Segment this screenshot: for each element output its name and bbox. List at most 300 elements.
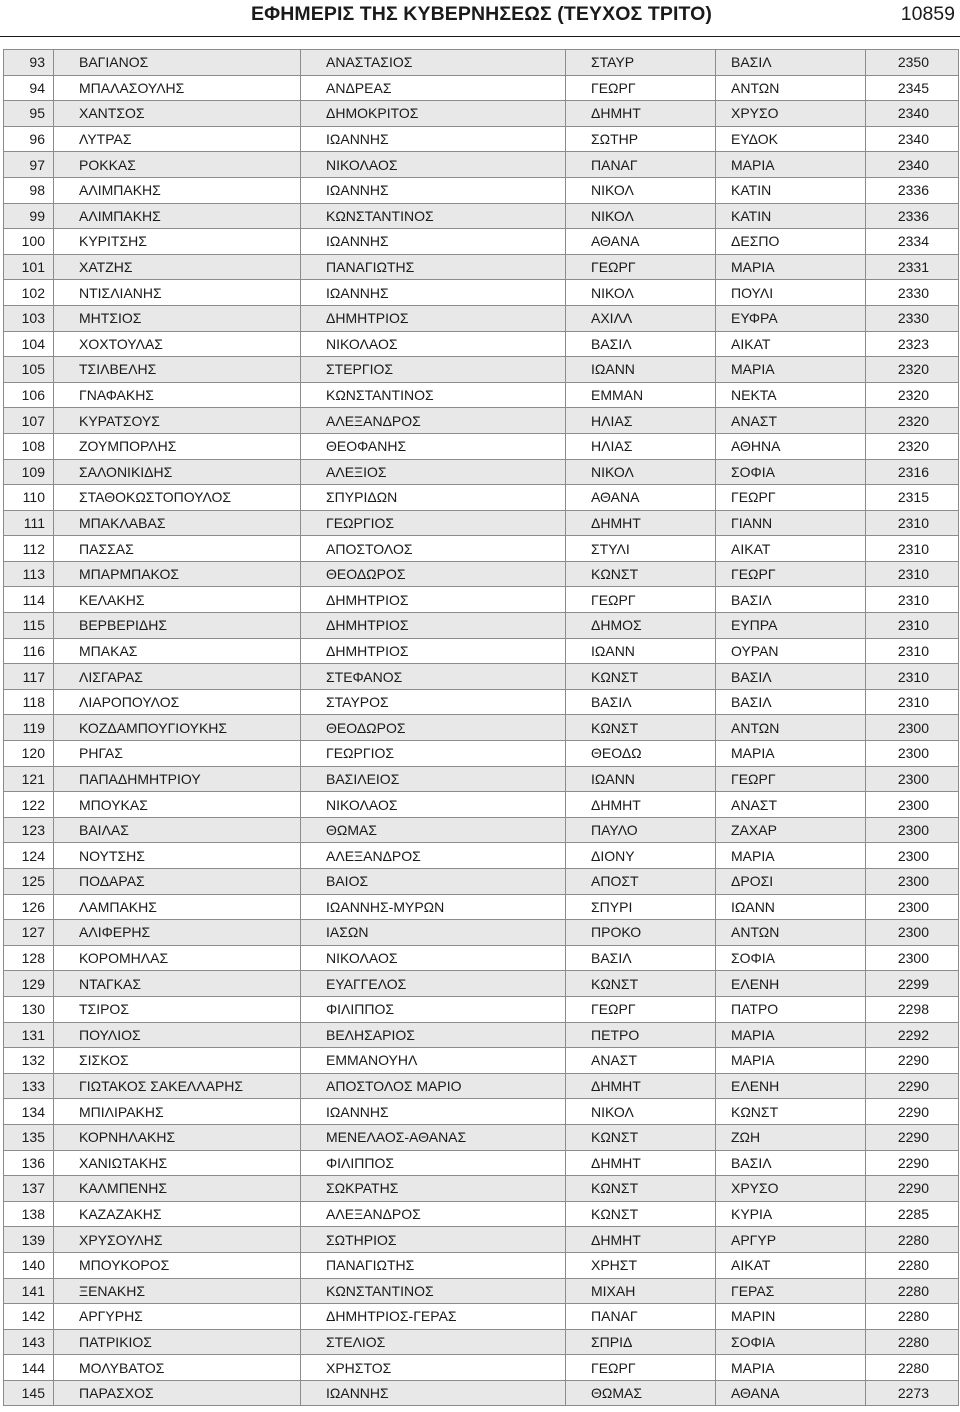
row-number: 109 <box>4 459 54 485</box>
points-cell: 2285 <box>866 1201 959 1227</box>
first-name-cell: ΒΑΣΙΛΕΙΟΣ <box>301 766 566 792</box>
points-cell: 2310 <box>866 561 959 587</box>
surname-cell: ΜΟΛΥΒΑΤΟΣ <box>54 1355 301 1381</box>
father-name-cell: ΘΩΜΑΣ <box>566 1380 716 1406</box>
row-number: 124 <box>4 843 54 869</box>
table-row <box>4 996 959 1022</box>
first-name-cell: ΦΙΛΙΠΠΟΣ <box>301 1150 566 1176</box>
points-cell: 2330 <box>866 305 959 331</box>
points-cell: 2300 <box>866 894 959 920</box>
first-name-cell: ΝΙΚΟΛΑΟΣ <box>301 152 566 178</box>
surname-cell: ΜΗΤΣΙΟΣ <box>54 305 301 331</box>
first-name-cell: ΦΙΛΙΠΠΟΣ <box>301 996 566 1022</box>
table-row <box>4 869 959 895</box>
first-name-cell: ΓΕΩΡΓΙΟΣ <box>301 741 566 767</box>
first-name-cell: ΑΠΟΣΤΟΛΟΣ ΜΑΡΙΟ <box>301 1073 566 1099</box>
first-name-cell: ΙΩΑΝΝΗΣ <box>301 1380 566 1406</box>
surname-cell: ΜΠΟΥΚΑΣ <box>54 792 301 818</box>
points-cell: 2316 <box>866 459 959 485</box>
table-row <box>4 459 959 485</box>
mother-name-cell: ΑΡΓΥΡ <box>716 1227 866 1253</box>
points-cell: 2340 <box>866 101 959 127</box>
first-name-cell: ΔΗΜΗΤΡΙΟΣ <box>301 638 566 664</box>
first-name-cell: ΕΥΑΓΓΕΛΟΣ <box>301 971 566 997</box>
father-name-cell: ΑΘΑΝΑ <box>566 485 716 511</box>
row-number: 134 <box>4 1099 54 1125</box>
mother-name-cell: ΚΑΤΙΝ <box>716 203 866 229</box>
first-name-cell: ΙΩΑΝΝΗΣ-ΜΥΡΩΝ <box>301 894 566 920</box>
surname-cell: ΜΠΟΥΚΟΡΟΣ <box>54 1252 301 1278</box>
points-cell: 2292 <box>866 1022 959 1048</box>
table-row <box>4 485 959 511</box>
table-row <box>4 510 959 536</box>
table-row <box>4 613 959 639</box>
points-cell: 2310 <box>866 638 959 664</box>
father-name-cell: ΓΕΩΡΓ <box>566 996 716 1022</box>
first-name-cell: ΣΤΕΛΙΟΣ <box>301 1329 566 1355</box>
father-name-cell: ΔΗΜΗΤ <box>566 1073 716 1099</box>
row-number: 132 <box>4 1048 54 1074</box>
mother-name-cell: ΖΩΗ <box>716 1124 866 1150</box>
surname-cell: ΓΝΑΦΑΚΗΣ <box>54 382 301 408</box>
table-row <box>4 75 959 101</box>
table-row <box>4 1252 959 1278</box>
mother-name-cell: ΓΕΩΡΓ <box>716 766 866 792</box>
father-name-cell: ΙΩΑΝΝ <box>566 357 716 383</box>
table-row <box>4 638 959 664</box>
table-row <box>4 152 959 178</box>
table-row <box>4 1099 959 1125</box>
table-row <box>4 1150 959 1176</box>
mother-name-cell: ΓΕΡΑΣ <box>716 1278 866 1304</box>
candidates-table-wrapper <box>3 49 958 1406</box>
father-name-cell: ΝΙΚΟΛ <box>566 1099 716 1125</box>
table-row <box>4 894 959 920</box>
first-name-cell: ΑΝΑΣΤΑΣΙΟΣ <box>301 50 566 76</box>
mother-name-cell: ΓΕΩΡΓ <box>716 561 866 587</box>
first-name-cell: ΧΡΗΣΤΟΣ <box>301 1355 566 1381</box>
table-row <box>4 50 959 76</box>
row-number: 112 <box>4 536 54 562</box>
first-name-cell: ΑΛΕΞΙΟΣ <box>301 459 566 485</box>
row-number: 115 <box>4 613 54 639</box>
surname-cell: ΞΕΝΑΚΗΣ <box>54 1278 301 1304</box>
points-cell: 2300 <box>866 817 959 843</box>
mother-name-cell: ΑΙΚΑΤ <box>716 331 866 357</box>
page-header <box>0 0 960 34</box>
mother-name-cell: ΑΝΤΩΝ <box>716 75 866 101</box>
row-number: 123 <box>4 817 54 843</box>
surname-cell: ΚΑΖΑΖΑΚΗΣ <box>54 1201 301 1227</box>
father-name-cell: ΙΩΑΝΝ <box>566 638 716 664</box>
father-name-cell: ΠΑΥΛΟ <box>566 817 716 843</box>
row-number: 144 <box>4 1355 54 1381</box>
mother-name-cell: ΚΩΝΣΤ <box>716 1099 866 1125</box>
points-cell: 2300 <box>866 945 959 971</box>
table-row <box>4 254 959 280</box>
surname-cell: ΡΗΓΑΣ <box>54 741 301 767</box>
table-row <box>4 126 959 152</box>
surname-cell: ΤΣΙΛΒΕΛΗΣ <box>54 357 301 383</box>
surname-cell: ΓΙΩΤΑΚΟΣ ΣΑΚΕΛΛΑΡΗΣ <box>54 1073 301 1099</box>
mother-name-cell: ΑΝΑΣΤ <box>716 792 866 818</box>
father-name-cell: ΔΗΜΟΣ <box>566 613 716 639</box>
points-cell: 2290 <box>866 1099 959 1125</box>
row-number: 117 <box>4 664 54 690</box>
surname-cell: ΜΠΑΚΛΑΒΑΣ <box>54 510 301 536</box>
row-number: 98 <box>4 177 54 203</box>
father-name-cell: ΝΙΚΟΛ <box>566 459 716 485</box>
table-row <box>4 331 959 357</box>
row-number: 131 <box>4 1022 54 1048</box>
father-name-cell: ΔΗΜΗΤ <box>566 510 716 536</box>
surname-cell: ΠΑΠΑΔΗΜΗΤΡΙΟΥ <box>54 766 301 792</box>
table-row <box>4 101 959 127</box>
surname-cell: ΑΛΙΜΠΑΚΗΣ <box>54 177 301 203</box>
surname-cell: ΠΑΤΡΙΚΙΟΣ <box>54 1329 301 1355</box>
mother-name-cell: ΧΡΥΣΟ <box>716 101 866 127</box>
table-body <box>4 50 959 1406</box>
first-name-cell: ΣΤΕΦΑΝΟΣ <box>301 664 566 690</box>
first-name-cell: ΕΜΜΑΝΟΥΗΛ <box>301 1048 566 1074</box>
father-name-cell: ΔΗΜΗΤ <box>566 792 716 818</box>
table-row <box>4 382 959 408</box>
points-cell: 2340 <box>866 126 959 152</box>
father-name-cell: ΚΩΝΣΤ <box>566 561 716 587</box>
points-cell: 2300 <box>866 792 959 818</box>
mother-name-cell: ΑΘΑΝΑ <box>716 1380 866 1406</box>
points-cell: 2300 <box>866 766 959 792</box>
first-name-cell: ΒΑΙΟΣ <box>301 869 566 895</box>
first-name-cell: ΘΕΟΦΑΝΗΣ <box>301 433 566 459</box>
table-row <box>4 587 959 613</box>
father-name-cell: ΑΧΙΛΛ <box>566 305 716 331</box>
first-name-cell: ΘΩΜΑΣ <box>301 817 566 843</box>
table-row <box>4 1227 959 1253</box>
points-cell: 2300 <box>866 843 959 869</box>
surname-cell: ΠΟΥΛΙΟΣ <box>54 1022 301 1048</box>
mother-name-cell: ΧΡΥΣΟ <box>716 1176 866 1202</box>
points-cell: 2330 <box>866 280 959 306</box>
table-row <box>4 1329 959 1355</box>
row-number: 137 <box>4 1176 54 1202</box>
table-row <box>4 433 959 459</box>
points-cell: 2340 <box>866 152 959 178</box>
mother-name-cell: ΒΑΣΙΛ <box>716 1150 866 1176</box>
first-name-cell: ΚΩΝΣΤΑΝΤΙΝΟΣ <box>301 1278 566 1304</box>
surname-cell: ΜΠΙΛΙΡΑΚΗΣ <box>54 1099 301 1125</box>
surname-cell: ΚΟΖΔΑΜΠΟΥΓΙΟΥΚΗΣ <box>54 715 301 741</box>
mother-name-cell: ΜΑΡΙΑ <box>716 152 866 178</box>
points-cell: 2298 <box>866 996 959 1022</box>
first-name-cell: ΔΗΜΗΤΡΙΟΣ <box>301 587 566 613</box>
surname-cell: ΛΙΑΡΟΠΟΥΛΟΣ <box>54 689 301 715</box>
father-name-cell: ΒΑΣΙΛ <box>566 689 716 715</box>
header-divider <box>0 36 960 37</box>
father-name-cell: ΑΠΟΣΤ <box>566 869 716 895</box>
first-name-cell: ΜΕΝΕΛΑΟΣ-ΑΘΑΝΑΣ <box>301 1124 566 1150</box>
father-name-cell: ΚΩΝΣΤ <box>566 1176 716 1202</box>
row-number: 130 <box>4 996 54 1022</box>
table-row <box>4 177 959 203</box>
surname-cell: ΡΟΚΚΑΣ <box>54 152 301 178</box>
table-row <box>4 408 959 434</box>
row-number: 138 <box>4 1201 54 1227</box>
table-row <box>4 1176 959 1202</box>
points-cell: 2320 <box>866 357 959 383</box>
mother-name-cell: ΠΑΤΡΟ <box>716 996 866 1022</box>
points-cell: 2336 <box>866 177 959 203</box>
row-number: 139 <box>4 1227 54 1253</box>
table-row <box>4 664 959 690</box>
first-name-cell: ΙΩΑΝΝΗΣ <box>301 177 566 203</box>
table-row <box>4 1022 959 1048</box>
row-number: 94 <box>4 75 54 101</box>
mother-name-cell: ΝΕΚΤΑ <box>716 382 866 408</box>
father-name-cell: ΣΠΥΡΙ <box>566 894 716 920</box>
table-row <box>4 766 959 792</box>
mother-name-cell: ΒΑΣΙΛ <box>716 689 866 715</box>
table-row <box>4 1355 959 1381</box>
father-name-cell: ΣΩΤΗΡ <box>566 126 716 152</box>
mother-name-cell: ΑΝΑΣΤ <box>716 408 866 434</box>
row-number: 102 <box>4 280 54 306</box>
first-name-cell: ΣΩΚΡΑΤΗΣ <box>301 1176 566 1202</box>
first-name-cell: ΒΕΛΗΣΑΡΙΟΣ <box>301 1022 566 1048</box>
table-row <box>4 1073 959 1099</box>
first-name-cell: ΚΩΝΣΤΑΝΤΙΝΟΣ <box>301 382 566 408</box>
row-number: 140 <box>4 1252 54 1278</box>
points-cell: 2300 <box>866 715 959 741</box>
surname-cell: ΒΕΡΒΕΡΙΔΗΣ <box>54 613 301 639</box>
points-cell: 2336 <box>866 203 959 229</box>
row-number: 105 <box>4 357 54 383</box>
points-cell: 2280 <box>866 1278 959 1304</box>
father-name-cell: ΙΩΑΝΝ <box>566 766 716 792</box>
mother-name-cell: ΙΩΑΝΝ <box>716 894 866 920</box>
mother-name-cell: ΖΑΧΑΡ <box>716 817 866 843</box>
points-cell: 2310 <box>866 510 959 536</box>
father-name-cell: ΣΠΡΙΔ <box>566 1329 716 1355</box>
mother-name-cell: ΑΝΤΩΝ <box>716 920 866 946</box>
mother-name-cell: ΔΡΟΣΙ <box>716 869 866 895</box>
table-row <box>4 792 959 818</box>
mother-name-cell: ΜΑΡΙΑ <box>716 1022 866 1048</box>
row-number: 110 <box>4 485 54 511</box>
surname-cell: ΠΑΡΑΣΧΟΣ <box>54 1380 301 1406</box>
row-number: 129 <box>4 971 54 997</box>
points-cell: 2299 <box>866 971 959 997</box>
father-name-cell: ΠΕΤΡΟ <box>566 1022 716 1048</box>
table-row <box>4 1278 959 1304</box>
row-number: 116 <box>4 638 54 664</box>
first-name-cell: ΑΛΕΞΑΝΔΡΟΣ <box>301 1201 566 1227</box>
surname-cell: ΚΑΛΜΠΕΝΗΣ <box>54 1176 301 1202</box>
surname-cell: ΚΟΡΝΗΛΑΚΗΣ <box>54 1124 301 1150</box>
first-name-cell: ΘΕΟΔΩΡΟΣ <box>301 561 566 587</box>
points-cell: 2310 <box>866 689 959 715</box>
father-name-cell: ΓΕΩΡΓ <box>566 254 716 280</box>
points-cell: 2290 <box>866 1048 959 1074</box>
row-number: 100 <box>4 229 54 255</box>
surname-cell: ΠΟΔΑΡΑΣ <box>54 869 301 895</box>
table-row <box>4 280 959 306</box>
mother-name-cell: ΑΝΤΩΝ <box>716 715 866 741</box>
surname-cell: ΑΛΙΦΕΡΗΣ <box>54 920 301 946</box>
row-number: 118 <box>4 689 54 715</box>
father-name-cell: ΒΑΣΙΛ <box>566 331 716 357</box>
father-name-cell: ΜΙΧΑΗ <box>566 1278 716 1304</box>
surname-cell: ΜΠΑΡΜΠΑΚΟΣ <box>54 561 301 587</box>
first-name-cell: ΙΩΑΝΝΗΣ <box>301 126 566 152</box>
surname-cell: ΧΑΝΤΣΟΣ <box>54 101 301 127</box>
father-name-cell: ΚΩΝΣΤ <box>566 1124 716 1150</box>
row-number: 114 <box>4 587 54 613</box>
points-cell: 2331 <box>866 254 959 280</box>
mother-name-cell: ΕΥΔΟΚ <box>716 126 866 152</box>
surname-cell: ΚΥΡΙΤΣΗΣ <box>54 229 301 255</box>
mother-name-cell: ΕΥΠΡΑ <box>716 613 866 639</box>
mother-name-cell: ΜΑΡΙΑ <box>716 843 866 869</box>
row-number: 101 <box>4 254 54 280</box>
points-cell: 2280 <box>866 1227 959 1253</box>
father-name-cell: ΚΩΝΣΤ <box>566 1201 716 1227</box>
surname-cell: ΒΑΙΛΑΣ <box>54 817 301 843</box>
first-name-cell: ΙΩΑΝΝΗΣ <box>301 280 566 306</box>
points-cell: 2280 <box>866 1329 959 1355</box>
points-cell: 2290 <box>866 1176 959 1202</box>
first-name-cell: ΔΗΜΗΤΡΙΟΣ-ΓΕΡΑΣ <box>301 1304 566 1330</box>
table-row <box>4 843 959 869</box>
mother-name-cell: ΜΑΡΙΑ <box>716 254 866 280</box>
father-name-cell: ΣΤΥΛΙ <box>566 536 716 562</box>
father-name-cell: ΒΑΣΙΛ <box>566 945 716 971</box>
row-number: 99 <box>4 203 54 229</box>
table-row <box>4 305 959 331</box>
first-name-cell: ΔΗΜΗΤΡΙΟΣ <box>301 305 566 331</box>
points-cell: 2300 <box>866 741 959 767</box>
row-number: 104 <box>4 331 54 357</box>
mother-name-cell: ΣΟΦΙΑ <box>716 945 866 971</box>
row-number: 96 <box>4 126 54 152</box>
father-name-cell: ΚΩΝΣΤ <box>566 971 716 997</box>
mother-name-cell: ΠΟΥΛΙ <box>716 280 866 306</box>
row-number: 128 <box>4 945 54 971</box>
points-cell: 2350 <box>866 50 959 76</box>
mother-name-cell: ΑΙΚΑΤ <box>716 1252 866 1278</box>
surname-cell: ΑΛΙΜΠΑΚΗΣ <box>54 203 301 229</box>
father-name-cell: ΧΡΗΣΤ <box>566 1252 716 1278</box>
mother-name-cell: ΣΟΦΙΑ <box>716 1329 866 1355</box>
row-number: 136 <box>4 1150 54 1176</box>
father-name-cell: ΑΘΑΝΑ <box>566 229 716 255</box>
row-number: 141 <box>4 1278 54 1304</box>
surname-cell: ΝΤΙΣΛΙΑΝΗΣ <box>54 280 301 306</box>
points-cell: 2315 <box>866 485 959 511</box>
father-name-cell: ΚΩΝΣΤ <box>566 715 716 741</box>
row-number: 126 <box>4 894 54 920</box>
surname-cell: ΛΙΣΓΑΡΑΣ <box>54 664 301 690</box>
surname-cell: ΚΥΡΑΤΣΟΥΣ <box>54 408 301 434</box>
first-name-cell: ΑΠΟΣΤΟΛΟΣ <box>301 536 566 562</box>
father-name-cell: ΑΝΑΣΤ <box>566 1048 716 1074</box>
table-row <box>4 741 959 767</box>
surname-cell: ΚΟΡΟΜΗΛΑΣ <box>54 945 301 971</box>
row-number: 108 <box>4 433 54 459</box>
mother-name-cell: ΑΘΗΝΑ <box>716 433 866 459</box>
points-cell: 2290 <box>866 1150 959 1176</box>
points-cell: 2320 <box>866 382 959 408</box>
father-name-cell: ΕΜΜΑΝ <box>566 382 716 408</box>
row-number: 106 <box>4 382 54 408</box>
points-cell: 2300 <box>866 869 959 895</box>
father-name-cell: ΚΩΝΣΤ <box>566 664 716 690</box>
father-name-cell: ΓΕΩΡΓ <box>566 1355 716 1381</box>
row-number: 143 <box>4 1329 54 1355</box>
mother-name-cell: ΒΑΣΙΛ <box>716 587 866 613</box>
mother-name-cell: ΒΑΣΙΛ <box>716 664 866 690</box>
table-row <box>4 689 959 715</box>
mother-name-cell: ΑΙΚΑΤ <box>716 536 866 562</box>
row-number: 125 <box>4 869 54 895</box>
first-name-cell: ΔΗΜΟΚΡΙΤΟΣ <box>301 101 566 127</box>
father-name-cell: ΓΕΩΡΓ <box>566 75 716 101</box>
mother-name-cell: ΔΕΣΠΟ <box>716 229 866 255</box>
table-row <box>4 1201 959 1227</box>
mother-name-cell: ΚΑΤΙΝ <box>716 177 866 203</box>
surname-cell: ΣΑΛΟΝΙΚΙΔΗΣ <box>54 459 301 485</box>
father-name-cell: ΔΗΜΗΤ <box>566 101 716 127</box>
mother-name-cell: ΜΑΡΙΑ <box>716 357 866 383</box>
mother-name-cell: ΕΥΦΡΑ <box>716 305 866 331</box>
table-row <box>4 1048 959 1074</box>
surname-cell: ΜΠΑΚΑΣ <box>54 638 301 664</box>
father-name-cell: ΔΙΟΝΥ <box>566 843 716 869</box>
points-cell: 2345 <box>866 75 959 101</box>
first-name-cell: ΙΩΑΝΝΗΣ <box>301 1099 566 1125</box>
row-number: 142 <box>4 1304 54 1330</box>
mother-name-cell: ΜΑΡΙΑ <box>716 1355 866 1381</box>
points-cell: 2290 <box>866 1124 959 1150</box>
surname-cell: ΣΙΣΚΟΣ <box>54 1048 301 1074</box>
first-name-cell: ΣΠΥΡΙΔΩΝ <box>301 485 566 511</box>
father-name-cell: ΗΛΙΑΣ <box>566 433 716 459</box>
row-number: 120 <box>4 741 54 767</box>
surname-cell: ΑΡΓΥΡΗΣ <box>54 1304 301 1330</box>
first-name-cell: ΓΕΩΡΓΙΟΣ <box>301 510 566 536</box>
surname-cell: ΣΤΑΘΟΚΩΣΤΟΠΟΥΛΟΣ <box>54 485 301 511</box>
first-name-cell: ΝΙΚΟΛΑΟΣ <box>301 945 566 971</box>
row-number: 111 <box>4 510 54 536</box>
mother-name-cell: ΕΛΕΝΗ <box>716 1073 866 1099</box>
mother-name-cell: ΜΑΡΙΑ <box>716 741 866 767</box>
points-cell: 2280 <box>866 1304 959 1330</box>
surname-cell: ΧΟΧΤΟΥΛΑΣ <box>54 331 301 357</box>
surname-cell: ΚΕΛΑΚΗΣ <box>54 587 301 613</box>
first-name-cell: ΚΩΝΣΤΑΝΤΙΝΟΣ <box>301 203 566 229</box>
row-number: 119 <box>4 715 54 741</box>
first-name-cell: ΔΗΜΗΤΡΙΟΣ <box>301 613 566 639</box>
first-name-cell: ΣΩΤΗΡΙΟΣ <box>301 1227 566 1253</box>
table-row <box>4 817 959 843</box>
first-name-cell: ΣΤΕΡΓΙΟΣ <box>301 357 566 383</box>
surname-cell: ΖΟΥΜΠΟΡΛΗΣ <box>54 433 301 459</box>
row-number: 145 <box>4 1380 54 1406</box>
candidates-table <box>3 49 959 1406</box>
table-row <box>4 561 959 587</box>
points-cell: 2300 <box>866 920 959 946</box>
father-name-cell: ΝΙΚΟΛ <box>566 177 716 203</box>
